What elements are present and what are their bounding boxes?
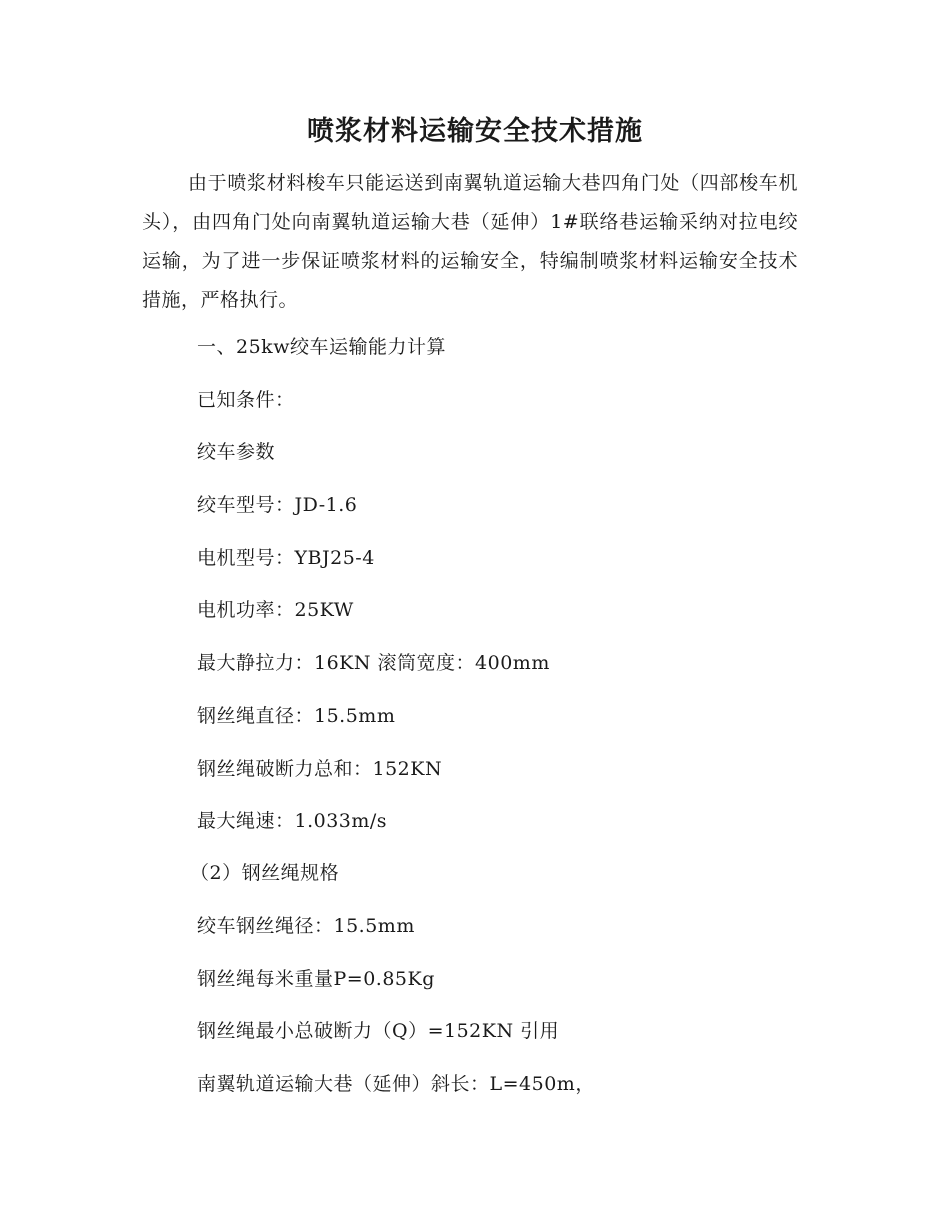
rope-min-breaking-force-line: 钢丝绳最小总破断力（Q）=152KN 引用 [197, 1020, 560, 1042]
motor-power-line: 电机功率：25KW [197, 599, 354, 621]
winch-params-label: 绞车参数 [197, 441, 276, 463]
rope-diameter-line: 钢丝绳直径：15.5mm [197, 705, 396, 727]
motor-model-line: 电机型号：YBJ25-4 [197, 547, 375, 569]
winch-model-line: 绞车型号：JD-1.6 [197, 494, 358, 516]
rope-spec-heading: （2）钢丝绳规格 [190, 862, 340, 884]
winch-rope-diameter-line: 绞车钢丝绳径：15.5mm [197, 915, 415, 937]
rope-breaking-force-line: 钢丝绳破断力总和：152KN [197, 758, 443, 780]
rope-weight-line: 钢丝绳每米重量P=0.85Kg [197, 968, 435, 990]
intro-paragraph: 由于喷浆材料梭车只能运送到南翼轨道运输大巷四角门处（四部梭车机头），由四角门处向南翼轨道运输大巷（延伸）1#联络巷运输采纳对拉电绞运输，为了进一步保证喷浆材料的运输安全，特编制喷浆材料运输安全技术措施，严格执行。 [142, 172, 798, 311]
roadway-length-line: 南翼轨道运输大巷（延伸）斜长：L=450m， [197, 1073, 595, 1095]
max-static-pull-line: 最大静拉力：16KN 滚筒宽度：400mm [197, 652, 550, 674]
max-rope-speed-line: 最大绳速：1.033m/s [197, 810, 388, 832]
known-conditions-label: 已知条件： [197, 389, 295, 411]
document-title: 喷浆材料运输安全技术措施 [307, 116, 643, 147]
section-heading: 一、25kw绞车运输能力计算 [197, 336, 446, 358]
